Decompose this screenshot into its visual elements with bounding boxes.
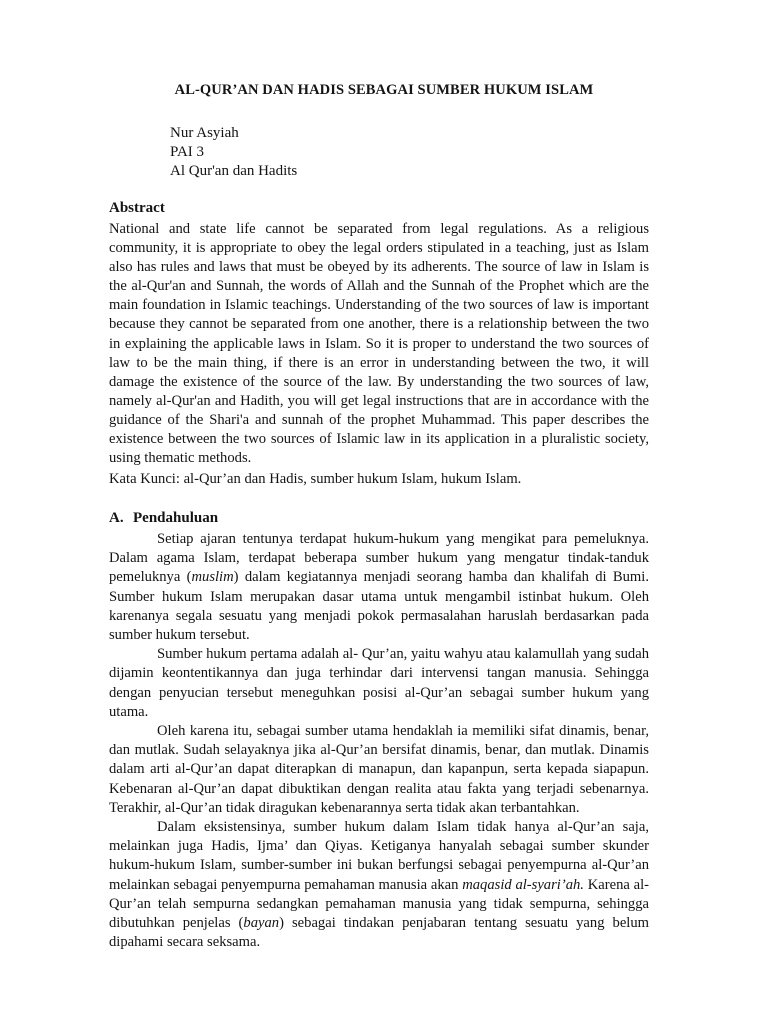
section-heading bbox=[109, 510, 218, 527]
section-title: Pendahuluan bbox=[133, 510, 219, 526]
paragraph-3: Oleh karena itu, sebagai sumber utama hendaklah ia memiliki sifat dinamis, benar, dan mutlak. Sudah selayaknya jika al-Qur’an bersifat dinamis, benar, dan mutlak. Dinamis dalam arti al-Qur’an dapat diterapkan di manapun, dan kapanpun, serta kepada siapapun. Kebenaran al-Qur’an dapat dibuktikan dengan realita atau fakta yang terjadi sebenarnya. Terakhir, al-Qur’an tidak diragukan kebenarannya serta tidak akan terbantahkan. bbox=[109, 723, 649, 816]
paragraph-4-mid: Karena al-Qur’an telah sempurna sedangkan pemahaman manusia yang tidak sempurna, sehingga dibutuhkan penjelas ( bbox=[109, 876, 649, 932]
section-number: A. bbox=[109, 510, 124, 526]
paragraph-1-start: Setiap ajaran tentunya terdapat hukum-hukum yang mengikat para pemeluknya. Dalam agama Islam, terdapat beberapa sumber hukum yang mengatur tindak-tanduk pemeluknya ( bbox=[109, 531, 649, 586]
section-body bbox=[109, 530, 649, 952]
paragraph-4 bbox=[109, 818, 649, 952]
author-course: Al Qur'an dan Hadits bbox=[170, 163, 298, 179]
abstract-heading: Abstract bbox=[109, 200, 165, 216]
abstract-text: National and state life cannot be separated from legal regulations. As a religious community, it is appropriate to obey the legal orders stipulated in a teaching, just as Islam also has rules and laws that must be obeyed by its adherents. The source of law in Islam is the al-Qur'an and Sunnah, the words of Allah and the Sunnah of the Prophet which are the main foundation in Islamic teachings. Understanding of the two sources of law is important because they cannot be separated from one another, there is a relationship between the two in explaining the applicable laws in Islam. So it is proper to understand the two sources of law to be the main thing, if there is an error in understanding between the two, it will damage the existence of the source of the law. By understanding the two sources of law, namely al-Qur'an and Hadith, you will get legal instructions that are in accordance with the guidance of the Shari'a and sunnah of the prophet Muhammad. This paper describes the existence between the two sources of Islamic law in its application in a pluralistic society, using thematic methods. bbox=[109, 221, 649, 467]
author-name: Nur Asyiah bbox=[170, 125, 239, 141]
paragraph-1-rest: ) dalam kegiatannya menjadi seorang hamba dan khalifah di Bumi. Sumber hukum Islam merupakan dasar utama untuk mengambil istinbat hukum. Oleh karenanya segala sesuatu yang menjadi pokok permasalahan haruslah berdasarkan pada sumber hukum tersebut. bbox=[109, 569, 649, 644]
paragraph-2: Sumber hukum pertama adalah al- Qur’an, yaitu wahyu atau kalamullah yang sudah dijamin keontentikannya dan juga terhindar dari intervensi tangan manusia. Sehingga dengan penyucian tersebut meneguhkan posisi al-Qur’an sebagai sumber hukum yang utama. bbox=[109, 646, 649, 720]
paragraph-1-italic: muslim bbox=[191, 569, 234, 586]
paragraph-4-start: Dalam eksistensinya, sumber hukum dalam Islam tidak hanya al-Qur’an saja, melainkan juga Hadis, Ijma’ dan Qiyas. Ketiganya hanyalah sebagai sumber skunder hukum-hukum Islam, sumber-sumber ini bukan berfungsi sebagai penyempurna al-Qur’an melainkan sebagai penyempurna pemahaman manusia akan bbox=[109, 819, 649, 893]
author-class: PAI 3 bbox=[170, 144, 205, 160]
keywords: Kata Kunci: al-Qur’an dan Hadis, sumber hukum Islam, hukum Islam. bbox=[109, 471, 522, 487]
paragraph-1 bbox=[109, 530, 649, 645]
author-block bbox=[170, 124, 297, 181]
paragraph-4-italic: maqasid al-syari’ah. bbox=[462, 876, 584, 893]
abstract-body bbox=[109, 220, 649, 468]
paragraph-4-italic-2: bayan bbox=[243, 915, 280, 932]
paragraph-4-rest: ) sebagai tindakan penjabaran tentang sesuatu yang belum dipahami secara seksama. bbox=[109, 915, 649, 951]
paper-title: AL-QUR’AN DAN HADIS SEBAGAI SUMBER HUKUM ISLAM bbox=[174, 82, 594, 98]
